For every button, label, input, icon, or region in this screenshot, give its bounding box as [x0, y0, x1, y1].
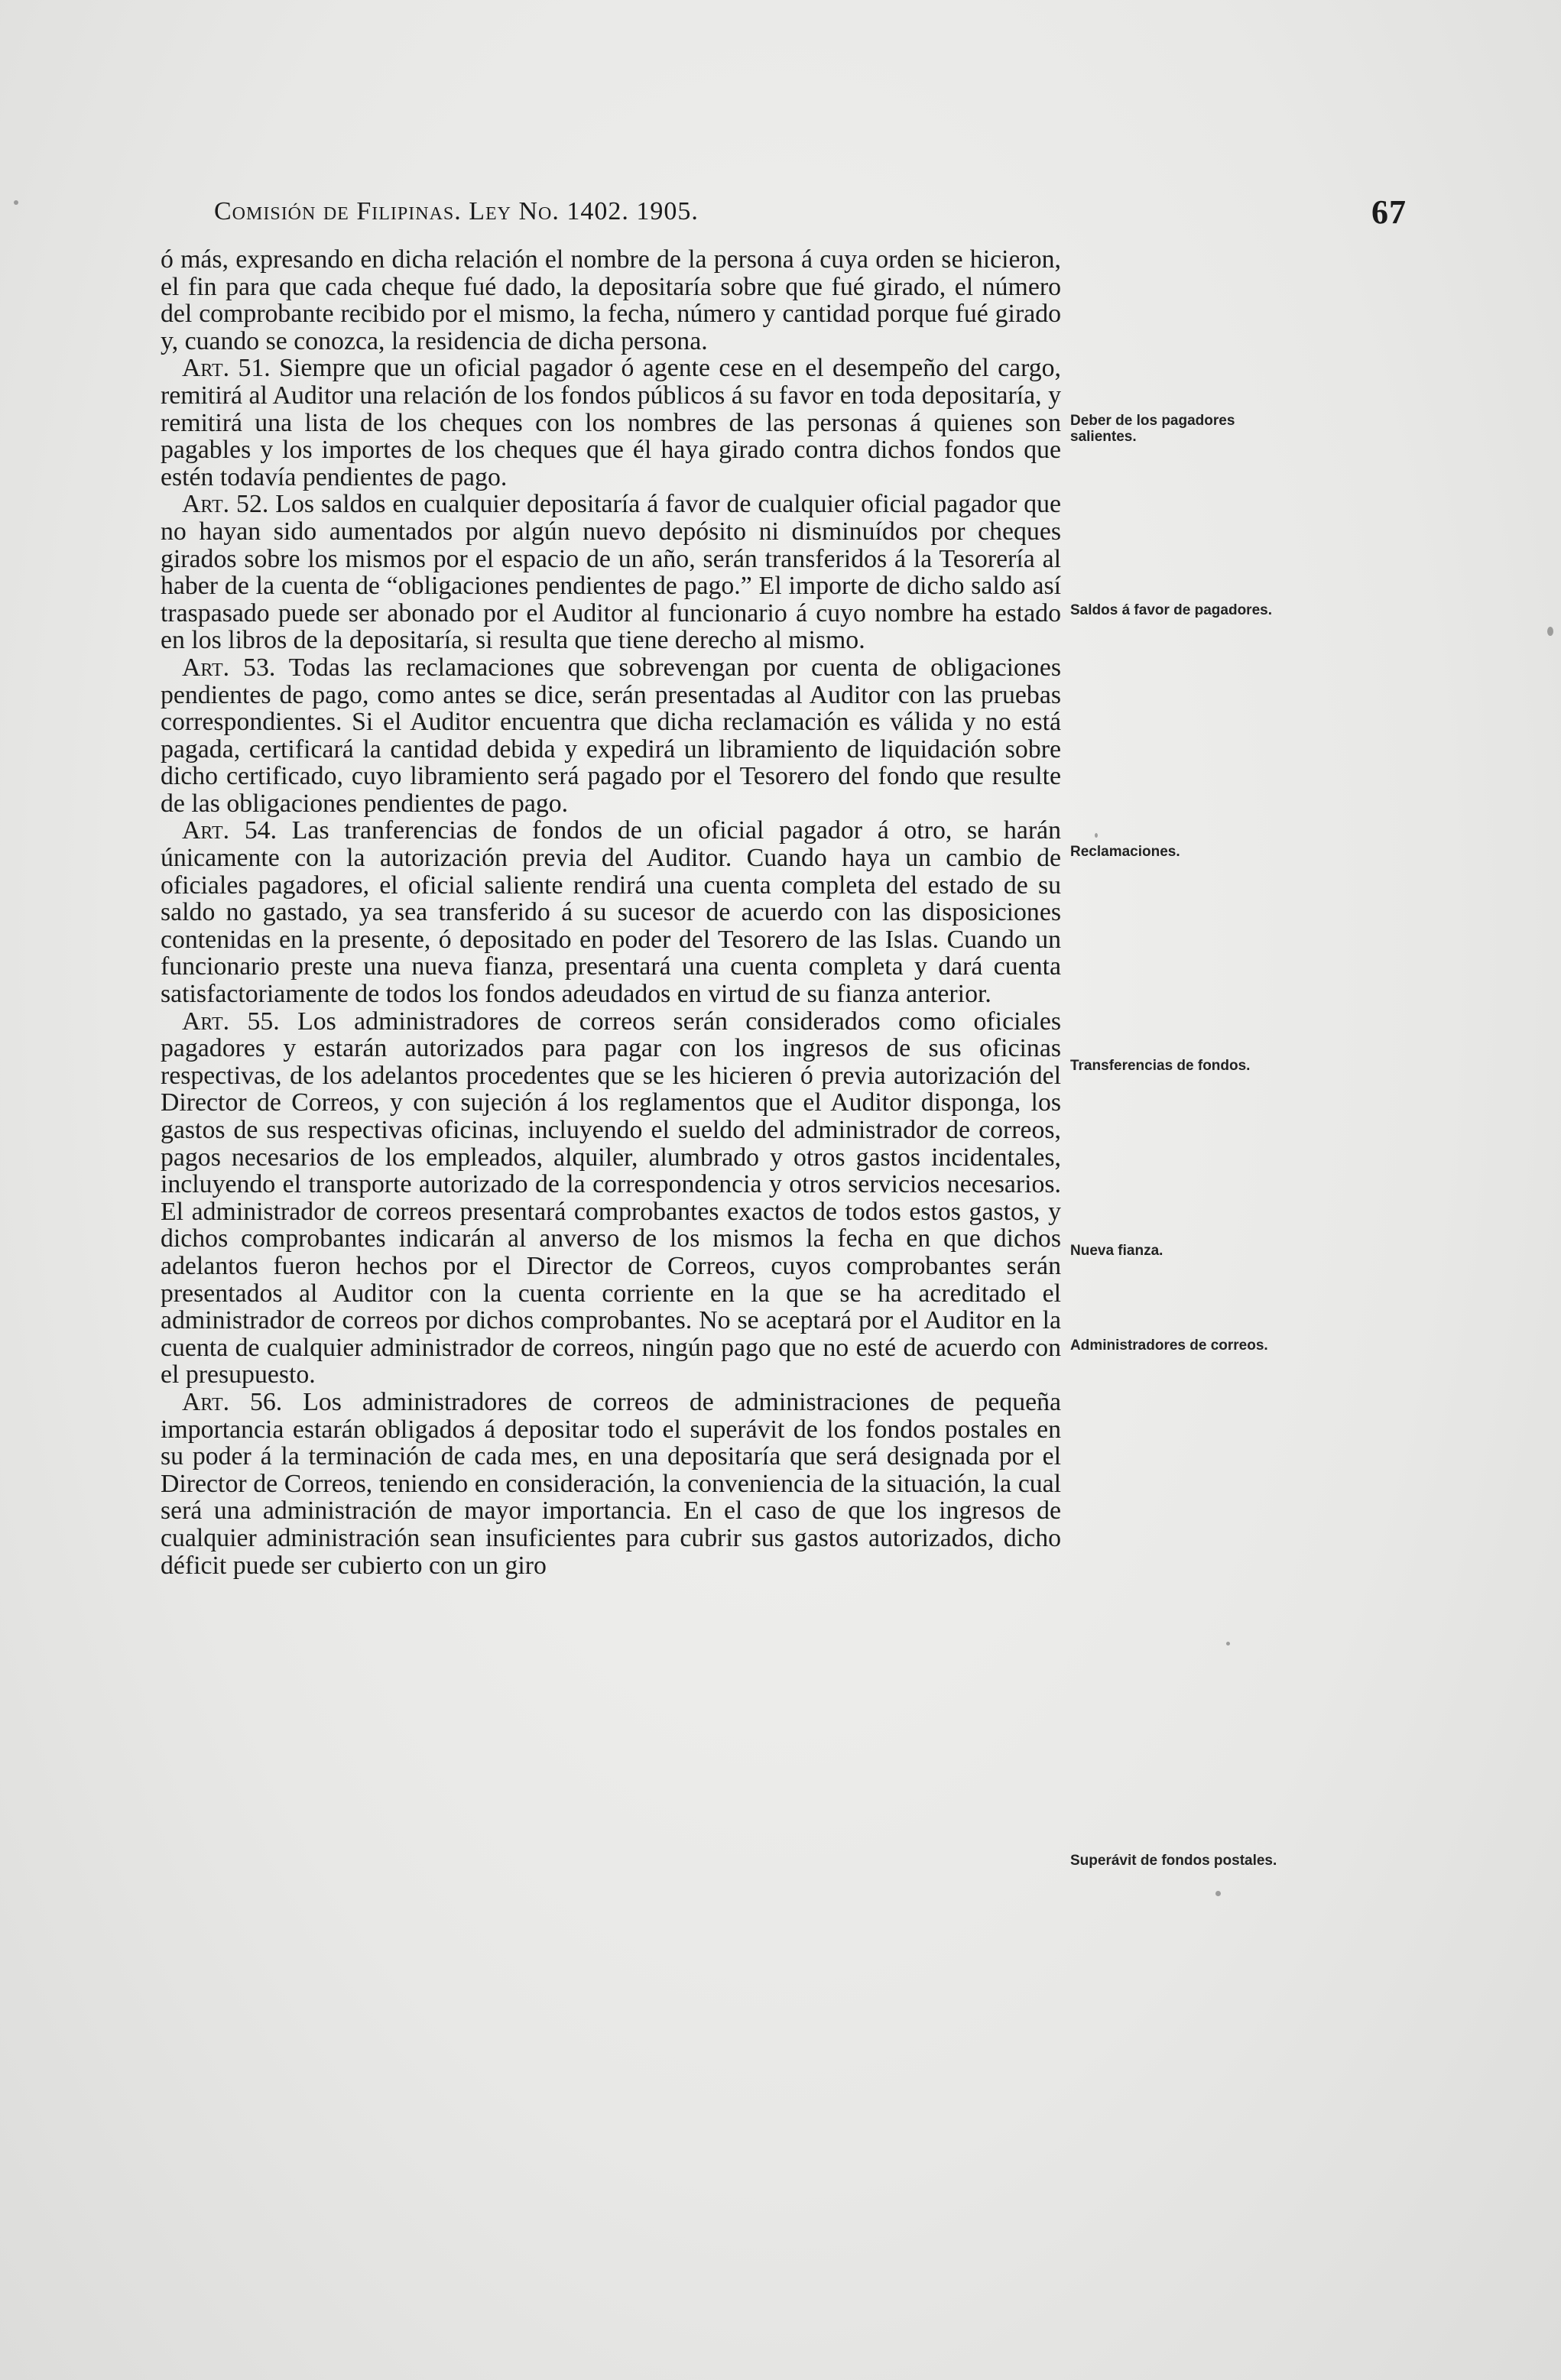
page-number: 67 — [1371, 193, 1407, 231]
article-56 — [161, 1389, 1061, 1579]
article-51 — [161, 355, 1061, 491]
article-label: Art. 55. — [182, 1007, 280, 1036]
margin-note-reclamaciones: Reclamaciones. — [1070, 844, 1180, 860]
body-text — [161, 246, 1061, 1579]
margin-note-nueva-fianza: Nueva fianza. — [1070, 1243, 1163, 1259]
article-52 — [161, 491, 1061, 654]
article-label: Art. 51. — [182, 354, 271, 383]
article-label: Art. 54. — [182, 816, 277, 845]
paragraph-text: Los administradores de correos de administraciones de pequeña importancia estarán obligados á depositar todo el superávit de los fondos postales en su poder á la terminación de cada mes, en una depositaría que será designada por el Director de Correos, teniendo en consideración, la conveniencia de la situación, la cual será una administración de mayor importancia. En el caso de que los ingresos de cualquier administración sean insuficientes para cubrir sus gastos autorizados, dicho déficit puede ser cubierto con un giro — [161, 1387, 1062, 1580]
article-54 — [161, 817, 1061, 1007]
scan-speck — [1547, 627, 1553, 636]
running-header — [214, 193, 1407, 240]
paragraph-text: ó más, expresando en dicha relación el nombre de la persona á cuya orden se hicieron, el fin para que cada cheque fué dado, la depositaría sobre que fué girado, el número del comprobante recibido por el mismo, la fecha, número y cantidad porque fué girado y, cuando se conozca, la residencia de dicha persona. — [161, 245, 1061, 355]
margin-note-saldos: Saldos á favor de pagadores. — [1070, 602, 1272, 618]
paragraph-text: Todas las reclamaciones que sobrevengan por cuenta de obligaciones pendientes de pago, como antes se dice, serán presentadas al Auditor con las pruebas correspondientes. Si el Auditor encuentra que dicha reclamación es válida y no está pagada, certificará la cantidad debida y expedirá un libramiento de liquidación sobre dicho certificado, cuyo libramiento será pagado por el Tesorero del fondo que resulte de las obligaciones pendientes de pago. — [161, 653, 1061, 818]
margin-note-superavit: Superávit de fondos postales. — [1070, 1853, 1277, 1869]
margin-note-deber-pagadores: Deber de los pagadores salientes. — [1070, 413, 1235, 445]
article-53 — [161, 654, 1061, 818]
article-55 — [161, 1008, 1061, 1389]
paragraph-text: Las tranferencias de fondos de un oficial pagador á otro, se harán únicamente con la autorización previa del Auditor. Cuando haya un cambio de oficiales pagadores, el oficial saliente rendirá una cuenta completa del estado de su saldo no gastado, ya sea transferido á su sucesor de acuerdo con las disposiciones contenidas en la presente, ó depositado en poder del Tesorero de las Islas. Cuando un funcionario preste una nueva fianza, presentará una cuenta completa y dará cuenta satisfactoriamente de todos los fondos adeudados en virtud de su fianza anterior. — [161, 816, 1061, 1009]
margin-note-administradores: Administradores de correos. — [1070, 1338, 1268, 1354]
paragraph-text: Los saldos en cualquier depositaría á favor de cualquier oficial pagador que no hayan sido aumentados por algún nuevo depósito ni disminuídos por cheques girados sobre los mismos por el espacio de un año, serán transferidos á la Tesorería al haber de la cuenta de “obligaciones pendientes de pago.” El importe de dicho saldo así traspasado puede ser abonado por el Auditor al funcionario á cuyo nombre ha estado en los libros de la depositaría, si resulta que tiene derecho al mismo. — [161, 490, 1062, 655]
scan-speck — [14, 200, 18, 205]
scan-speck — [1215, 1891, 1221, 1896]
scan-speck — [1226, 1642, 1230, 1646]
running-title: Comisión de Filipinas. Ley No. 1402. 1905. — [214, 197, 699, 225]
margin-note-transferencias: Transferencias de fondos. — [1070, 1058, 1251, 1074]
article-label: Art. 53. — [182, 653, 276, 682]
paragraph-continued — [161, 246, 1061, 355]
article-label: Art. 56. — [182, 1387, 283, 1416]
paragraph-text: Siempre que un oficial pagador ó agente cese en el desempeño del cargo, remitirá al Auditor una relación de los fondos públicos á su favor en toda depositaría, y remitirá una lista de los cheques con los nombres de las personas á quienes son pagables y los importes de los cheques que él haya girado contra dichos fondos que estén todavía pendientes de pago. — [161, 354, 1062, 491]
paragraph-text: Los administradores de correos serán considerados como oficiales pagadores y estarán autorizados para pagar con los ingresos de sus oficinas respectivas, de los adelantos procedentes que se les hicieren ó previa autorización del Director de Correos, y con sujeción á los reglamentos que el Auditor disponga, los gastos de sus respectivas oficinas, incluyendo el sueldo del administrador de correos, pagos necesarios de los empleados, alquiler, alumbrado y otros gastos incidentales, incluyendo el transporte autorizado de la correspondencia y otros servicios necesarios. El administrador de correos presentará comprobantes exactos de todos estos gastos, y dichos comprobantes indicarán al anverso de los mismos la fecha en que dichos adelantos fueron hechos por el Director de Correos, cuyos comprobantes serán presentados al Auditor con la cuenta corriente en la que se ha acreditado el administrador de correos por dichos comprobantes. No se aceptará por el Auditor en la cuenta de cualquier administrador de correos, ningún pago que no esté de acuerdo con el presupuesto. — [161, 1007, 1062, 1389]
article-label: Art. 52. — [182, 490, 269, 519]
scan-speck — [1095, 833, 1098, 838]
